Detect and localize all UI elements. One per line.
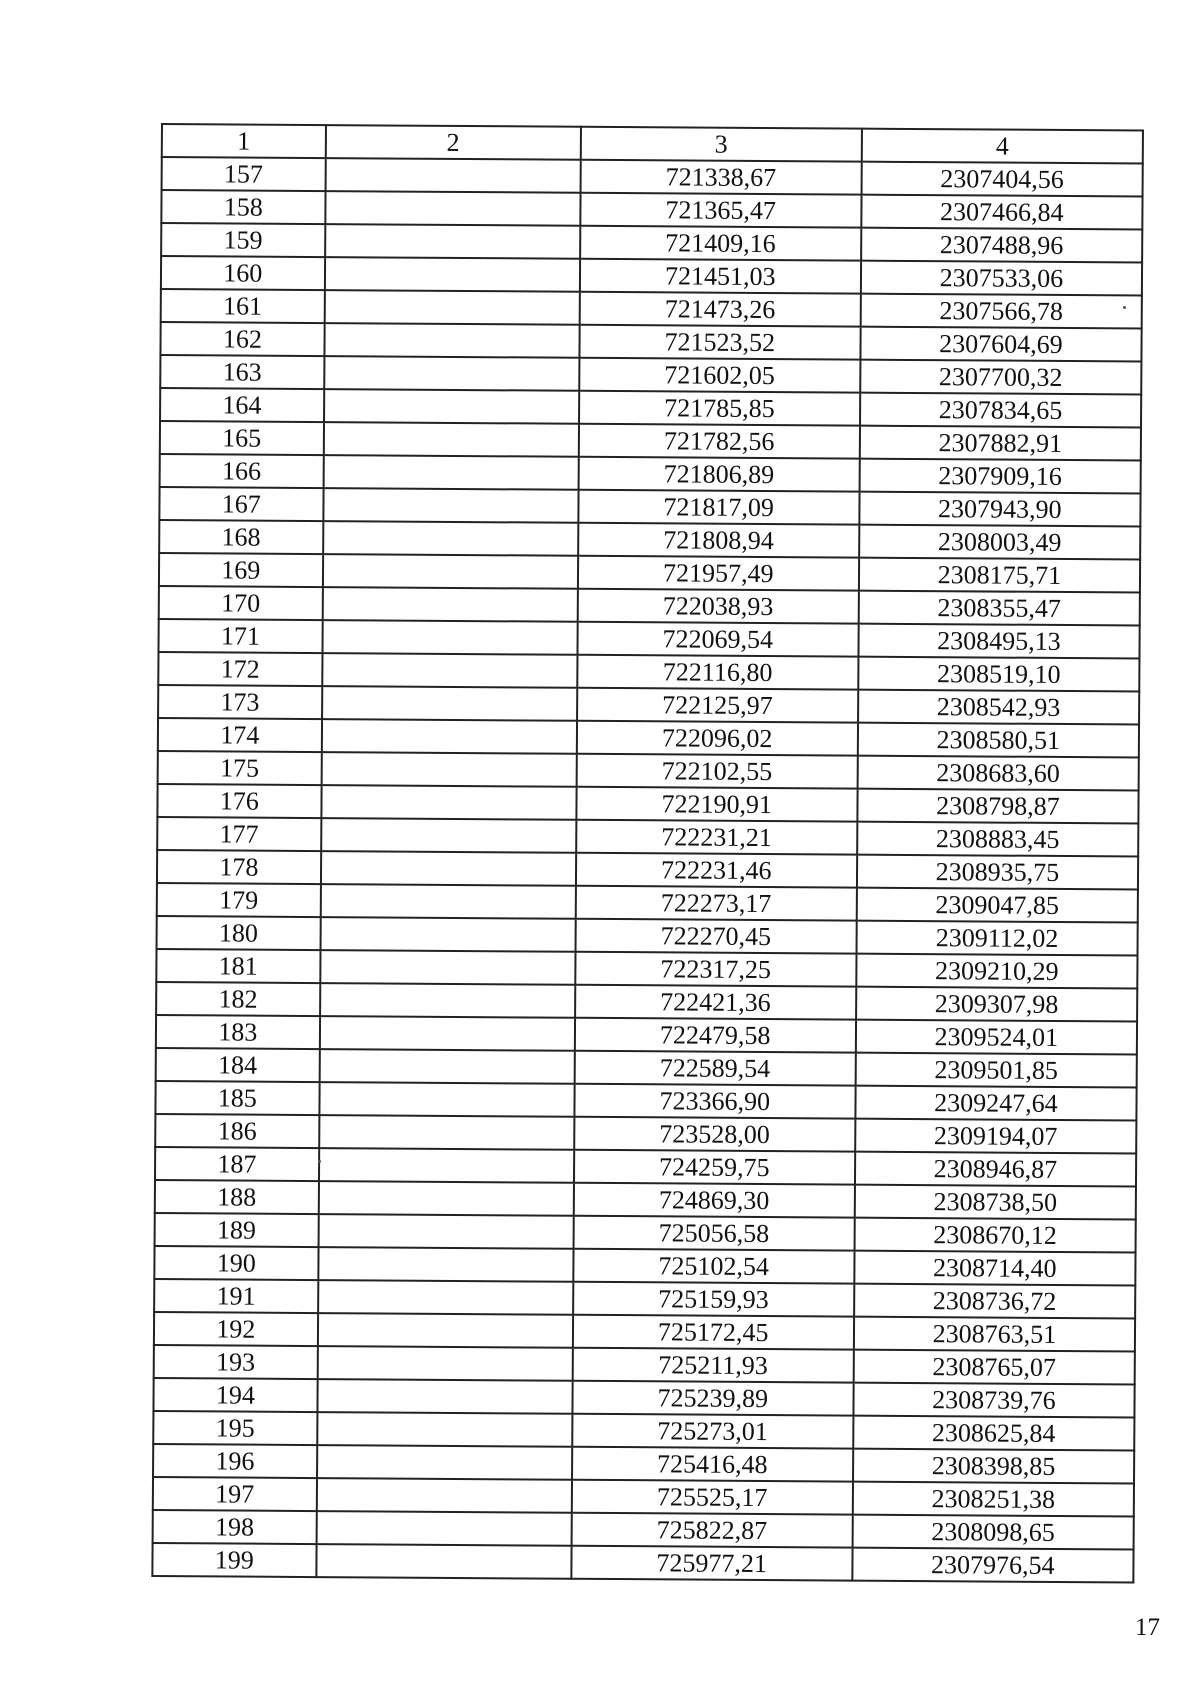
table-cell: 2308765,07 bbox=[853, 1350, 1134, 1385]
table-cell bbox=[323, 521, 578, 556]
table-cell bbox=[319, 1082, 574, 1117]
table-cell: 2308098,65 bbox=[852, 1515, 1133, 1550]
table-cell: 167 bbox=[159, 487, 323, 521]
table-cell: 2308251,38 bbox=[853, 1482, 1134, 1517]
table-cell: 722231,46 bbox=[576, 853, 857, 888]
table-cell: 725273,01 bbox=[572, 1414, 853, 1449]
table-cell: 174 bbox=[158, 718, 322, 752]
table-cell bbox=[324, 323, 579, 358]
table-cell: 2309524,01 bbox=[856, 1020, 1137, 1055]
table-cell: 2307404,56 bbox=[861, 162, 1142, 197]
table-cell bbox=[322, 686, 577, 721]
table-cell: 2308763,51 bbox=[854, 1317, 1135, 1352]
table-cell bbox=[318, 1214, 573, 1249]
table-cell bbox=[323, 422, 578, 457]
table-cell bbox=[318, 1247, 573, 1282]
table-cell: 725159,93 bbox=[573, 1282, 854, 1317]
table-cell: 2308580,51 bbox=[858, 723, 1139, 758]
table-cell: 171 bbox=[158, 619, 322, 653]
column-header: 1 bbox=[162, 124, 326, 158]
table-cell: 185 bbox=[155, 1081, 319, 1115]
table-cell: 2308935,75 bbox=[857, 855, 1138, 890]
table-cell bbox=[323, 554, 578, 589]
table-cell bbox=[323, 455, 578, 490]
table-cell: 2307466,84 bbox=[861, 195, 1142, 230]
table-cell: 2307882,91 bbox=[860, 426, 1141, 461]
table-cell: 182 bbox=[156, 982, 320, 1016]
table-cell bbox=[317, 1379, 572, 1414]
scan-speck bbox=[318, 1160, 321, 1163]
table-cell: 722096,02 bbox=[577, 721, 858, 756]
table-cell: 722273,17 bbox=[575, 886, 856, 921]
table-cell bbox=[324, 290, 579, 325]
table-cell: 2309210,29 bbox=[856, 954, 1137, 989]
table-cell: 176 bbox=[157, 784, 321, 818]
table-cell: 2308739,76 bbox=[853, 1383, 1134, 1418]
table-cell bbox=[322, 653, 577, 688]
table-cell bbox=[319, 1115, 574, 1150]
table-cell: 184 bbox=[156, 1048, 320, 1082]
table-cell: 723366,90 bbox=[574, 1084, 855, 1119]
table-cell: 192 bbox=[154, 1312, 318, 1346]
table-cell: 2307909,16 bbox=[859, 459, 1140, 494]
table-cell: 2309307,98 bbox=[856, 987, 1137, 1022]
table-cell: 722231,21 bbox=[576, 820, 857, 855]
table-cell: 170 bbox=[159, 586, 323, 620]
table-cell: 725172,45 bbox=[573, 1315, 854, 1350]
table-cell: 2307604,69 bbox=[860, 327, 1141, 362]
table-cell bbox=[317, 1412, 572, 1447]
table-cell: 190 bbox=[154, 1246, 318, 1280]
table-cell: 725211,93 bbox=[572, 1348, 853, 1383]
table-cell: 2307976,54 bbox=[852, 1548, 1133, 1583]
table-cell: 722125,97 bbox=[577, 688, 858, 723]
table-cell bbox=[325, 257, 580, 292]
table-cell: 2308398,85 bbox=[853, 1449, 1134, 1484]
table-cell: 2307488,96 bbox=[861, 228, 1142, 263]
table-cell: 2309112,02 bbox=[856, 921, 1137, 956]
table-cell: 722317,25 bbox=[575, 952, 856, 987]
page-number: 17 bbox=[1135, 1614, 1160, 1641]
table-cell bbox=[321, 851, 576, 886]
table-cell: 2308175,71 bbox=[859, 558, 1140, 593]
table-cell: 721409,16 bbox=[580, 226, 861, 261]
table-cell: 2308798,87 bbox=[857, 789, 1138, 824]
table-cell: 2309047,85 bbox=[857, 888, 1138, 923]
table-cell: 183 bbox=[156, 1015, 320, 1049]
table-cell: 162 bbox=[160, 322, 324, 356]
table-cell bbox=[321, 719, 576, 754]
table-cell bbox=[320, 983, 575, 1018]
table-cell bbox=[325, 191, 580, 226]
table-cell: 193 bbox=[154, 1345, 318, 1379]
table-cell: 722479,58 bbox=[575, 1018, 856, 1053]
table-cell: 721523,52 bbox=[579, 325, 860, 360]
table-cell: 169 bbox=[159, 553, 323, 587]
table-cell: 721817,09 bbox=[578, 490, 859, 525]
table-cell: 722270,45 bbox=[575, 919, 856, 954]
table-cell: 721602,05 bbox=[579, 358, 860, 393]
table-cell: 2308736,72 bbox=[854, 1284, 1135, 1319]
table-cell bbox=[322, 587, 577, 622]
table-cell bbox=[319, 1049, 574, 1084]
table-cell: 2307533,06 bbox=[861, 261, 1142, 296]
table-cell: 163 bbox=[160, 355, 324, 389]
table-cell: 2308946,87 bbox=[855, 1152, 1136, 1187]
table-cell: 721365,47 bbox=[580, 193, 861, 228]
table-body bbox=[152, 157, 1142, 1582]
table-cell: 2308542,93 bbox=[858, 690, 1139, 725]
table-cell bbox=[317, 1346, 572, 1381]
table-cell: 2308625,84 bbox=[853, 1416, 1134, 1451]
table-cell: 178 bbox=[157, 850, 321, 884]
table-cell: 187 bbox=[155, 1147, 319, 1181]
table-cell: 177 bbox=[157, 817, 321, 851]
table-cell bbox=[324, 356, 579, 391]
table-cell: 2308003,49 bbox=[859, 525, 1140, 560]
table-cell: 2307700,32 bbox=[860, 360, 1141, 395]
table-cell: 175 bbox=[158, 751, 322, 785]
table-cell: 721473,26 bbox=[579, 292, 860, 327]
table-cell bbox=[317, 1445, 572, 1480]
table-cell bbox=[319, 1148, 574, 1183]
table-cell: 179 bbox=[157, 883, 321, 917]
table-cell: 172 bbox=[158, 652, 322, 686]
table-cell bbox=[321, 818, 576, 853]
table-cell: 722069,54 bbox=[577, 622, 858, 657]
table-cell: 725056,58 bbox=[573, 1216, 854, 1251]
table-cell bbox=[323, 488, 578, 523]
table-cell: 2308519,10 bbox=[858, 657, 1139, 692]
table-cell: 722190,91 bbox=[576, 787, 857, 822]
table-cell bbox=[320, 1016, 575, 1051]
table-cell: 168 bbox=[159, 520, 323, 554]
table-cell: 2308670,12 bbox=[854, 1218, 1135, 1253]
table-cell: 2307943,90 bbox=[859, 492, 1140, 527]
table-cell bbox=[320, 917, 575, 952]
table-cell bbox=[322, 620, 577, 655]
table-cell: 721785,85 bbox=[579, 391, 860, 426]
table-cell: 725416,48 bbox=[572, 1447, 853, 1482]
table-cell: 2307566,78 bbox=[860, 294, 1141, 329]
table-cell bbox=[325, 158, 580, 193]
table-cell bbox=[318, 1280, 573, 1315]
table-cell: 180 bbox=[157, 916, 321, 950]
table-cell: 725102,54 bbox=[573, 1249, 854, 1284]
table-cell: 2308495,13 bbox=[858, 624, 1139, 659]
table-cell: 721338,67 bbox=[580, 160, 861, 195]
table-cell: 173 bbox=[158, 685, 322, 719]
table-cell: 725525,17 bbox=[571, 1480, 852, 1515]
coordinates-table bbox=[151, 123, 1144, 1583]
table-cell: 721782,56 bbox=[578, 424, 859, 459]
table-cell: 722102,55 bbox=[576, 754, 857, 789]
table-cell: 721451,03 bbox=[580, 259, 861, 294]
table-cell: 160 bbox=[161, 256, 325, 290]
table-cell: 2308355,47 bbox=[859, 591, 1140, 626]
table-cell: 723528,00 bbox=[574, 1117, 855, 1152]
table-cell: 159 bbox=[161, 223, 325, 257]
table-cell: 2309194,07 bbox=[855, 1119, 1136, 1154]
table-cell bbox=[321, 785, 576, 820]
table-cell: 2308738,50 bbox=[855, 1185, 1136, 1220]
table-cell: 194 bbox=[153, 1378, 317, 1412]
table-cell: 197 bbox=[153, 1477, 317, 1511]
table-cell: 186 bbox=[155, 1114, 319, 1148]
table-cell bbox=[321, 752, 576, 787]
column-header: 2 bbox=[325, 125, 580, 160]
table-cell: 165 bbox=[160, 421, 324, 455]
table-cell: 2308714,40 bbox=[854, 1251, 1135, 1286]
table-cell: 725239,89 bbox=[572, 1381, 853, 1416]
table-cell bbox=[320, 950, 575, 985]
table-cell: 721806,89 bbox=[578, 457, 859, 492]
table-cell bbox=[316, 1544, 571, 1579]
table-cell: 181 bbox=[156, 949, 320, 983]
scan-speck bbox=[1123, 306, 1126, 309]
table-cell bbox=[318, 1181, 573, 1216]
table-cell: 158 bbox=[161, 190, 325, 224]
table-cell: 166 bbox=[160, 454, 324, 488]
table-cell: 164 bbox=[160, 388, 324, 422]
column-header: 4 bbox=[862, 129, 1143, 164]
column-header: 3 bbox=[580, 127, 861, 162]
table-cell: 196 bbox=[153, 1444, 317, 1478]
table-cell: 2307834,65 bbox=[860, 393, 1141, 428]
table-cell: 2309501,85 bbox=[855, 1053, 1136, 1088]
table-cell: 721957,49 bbox=[578, 556, 859, 591]
table-cell: 2308683,60 bbox=[857, 756, 1138, 791]
table-cell: 721808,94 bbox=[578, 523, 859, 558]
table-cell: 722421,36 bbox=[575, 985, 856, 1020]
table-cell: 724869,30 bbox=[573, 1183, 854, 1218]
table-cell: 157 bbox=[162, 157, 326, 191]
table-row bbox=[152, 1543, 1133, 1583]
table-cell: 722589,54 bbox=[574, 1051, 855, 1086]
table-cell: 188 bbox=[155, 1180, 319, 1214]
table-cell bbox=[320, 884, 575, 919]
table-cell: 161 bbox=[161, 289, 325, 323]
table-cell: 195 bbox=[153, 1411, 317, 1445]
table-cell: 725977,21 bbox=[571, 1546, 852, 1581]
table-cell: 191 bbox=[154, 1279, 318, 1313]
table-cell bbox=[325, 224, 580, 259]
table-cell: 2309247,64 bbox=[855, 1086, 1136, 1121]
table-cell: 724259,75 bbox=[574, 1150, 855, 1185]
table-cell bbox=[318, 1313, 573, 1348]
table-cell: 2308883,45 bbox=[857, 822, 1138, 857]
table-cell bbox=[316, 1478, 571, 1513]
table-cell: 722116,80 bbox=[577, 655, 858, 690]
table-cell: 189 bbox=[155, 1213, 319, 1247]
table-cell: 725822,87 bbox=[571, 1513, 852, 1548]
table-cell bbox=[324, 389, 579, 424]
table-cell bbox=[316, 1511, 571, 1546]
table-cell: 198 bbox=[153, 1510, 317, 1544]
table-cell: 199 bbox=[152, 1543, 316, 1577]
table-cell: 722038,93 bbox=[577, 589, 858, 624]
